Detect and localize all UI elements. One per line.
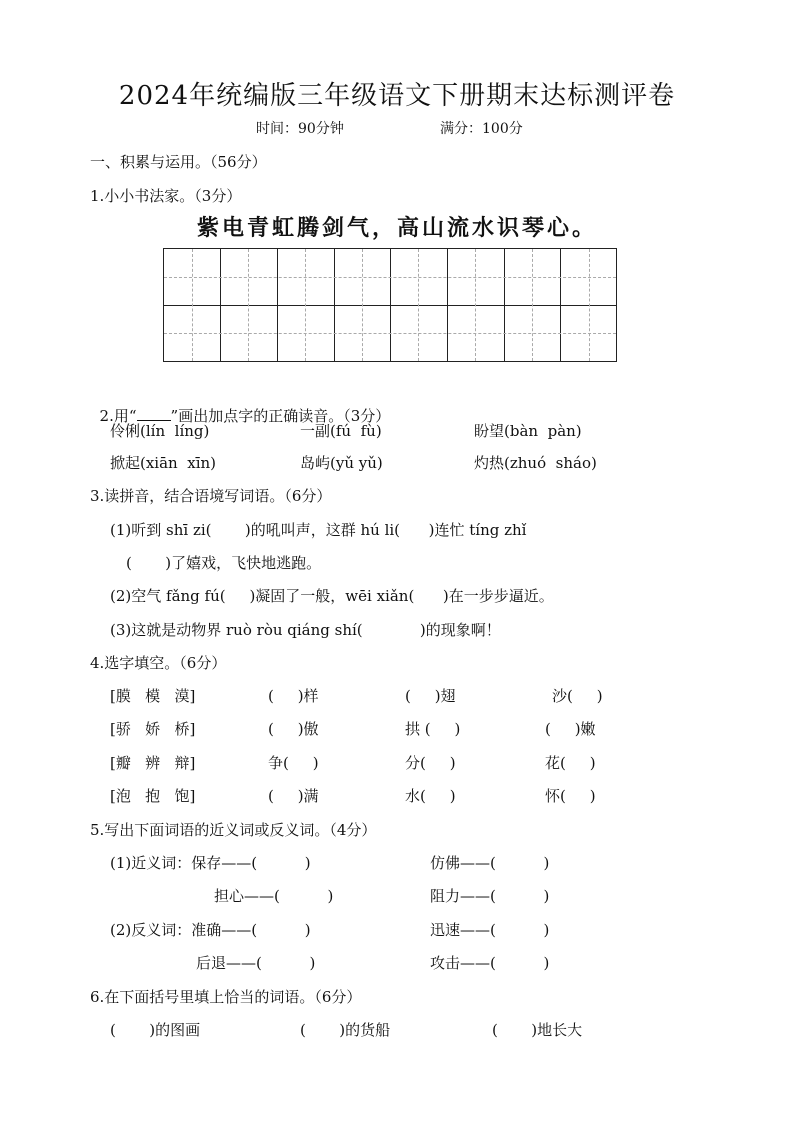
q4-group: [膜 模 漠]	[110, 687, 196, 705]
q4-blank: ( )傲	[268, 720, 319, 738]
q5-item: (1)近义词：保存——( )	[110, 854, 311, 872]
q4-group: [骄 娇 桥]	[110, 720, 196, 738]
question-5-label: 5.写出下面词语的近义词或反义词。（4分）	[90, 821, 377, 839]
q3-line: (1)听到 shī zi( )的吼叫声，这群 hú li( )连忙 tíng zhǐ	[110, 521, 527, 539]
q4-blank: ( )嫩	[545, 720, 596, 738]
q4-blank: 水( )	[405, 787, 456, 805]
q5-item: 攻击——( )	[430, 954, 550, 972]
section-heading: 一、积累与运用。（56分）	[90, 153, 267, 171]
question-3-label: 3.读拼音，结合语境写词语。（6分）	[90, 487, 332, 505]
question-4-label: 4.选字填空。（6分）	[90, 654, 227, 672]
q3-line: (3)这就是动物界 ruò ròu qiáng shí( )的现象啊！	[110, 621, 501, 639]
q2-item: 岛屿(yǔ yǔ)	[300, 454, 383, 472]
q6-item: ( )的图画	[110, 1021, 201, 1039]
q4-blank: ( )样	[268, 687, 319, 705]
q4-group: [泡 抱 饱]	[110, 787, 196, 805]
q4-blank: 争( )	[268, 754, 319, 772]
q5-item: 仿佛——( )	[430, 854, 550, 872]
q6-item: ( )的货船	[300, 1021, 391, 1039]
q3-line: ( )了嬉戏，飞快地逃跑。	[126, 554, 322, 572]
calligraphy-text: 紫电青虹腾剑气，高山流水识琴心。	[196, 215, 597, 241]
question-2-label: 2.用“ ”画出加点字的正确读音。（3分）	[99, 407, 391, 425]
q3-line: (2)空气 fǎng fú( )凝固了一般，wēi xiǎn( )在一步步逼近。	[110, 587, 554, 605]
exam-score: 满分：100分	[440, 121, 523, 137]
page-title: 2024年统编版三年级语文下册期末达标测评卷	[118, 81, 676, 111]
q4-blank: ( )翅	[405, 687, 456, 705]
q5-item: 迅速——( )	[430, 921, 550, 939]
q4-blank: 花( )	[545, 754, 596, 772]
q2-item: 盼望(bàn pàn)	[474, 422, 582, 440]
q2-item: 灼热(zhuó sháo)	[474, 454, 597, 472]
q5-item: 阻力——( )	[430, 887, 550, 905]
q5-item: 担心——( )	[214, 887, 334, 905]
q5-item: 后退——( )	[196, 954, 316, 972]
writing-grid[interactable]	[163, 248, 617, 362]
q2-item: 掀起(xiān xīn)	[110, 454, 217, 472]
question-6-label: 6.在下面括号里填上恰当的词语。（6分）	[90, 988, 362, 1006]
q4-blank: ( )满	[268, 787, 319, 805]
q4-blank: 分( )	[405, 754, 456, 772]
exam-time: 时间：90分钟	[256, 121, 344, 137]
q4-blank: 拱 ( )	[405, 720, 461, 738]
q4-blank: 怀( )	[545, 787, 596, 805]
q2-item: 一副(fú fù)	[300, 422, 382, 440]
q6-item: ( )地长大	[492, 1021, 583, 1039]
q4-group: [瓣 辨 辩]	[110, 754, 196, 772]
question-1-label: 1.小小书法家。（3分）	[90, 187, 242, 205]
underline-sample	[137, 406, 171, 421]
q5-item: (2)反义词：准确——( )	[110, 921, 311, 939]
q4-blank: 沙( )	[552, 687, 603, 705]
q2-item: 伶俐(lín líng)	[110, 422, 210, 440]
